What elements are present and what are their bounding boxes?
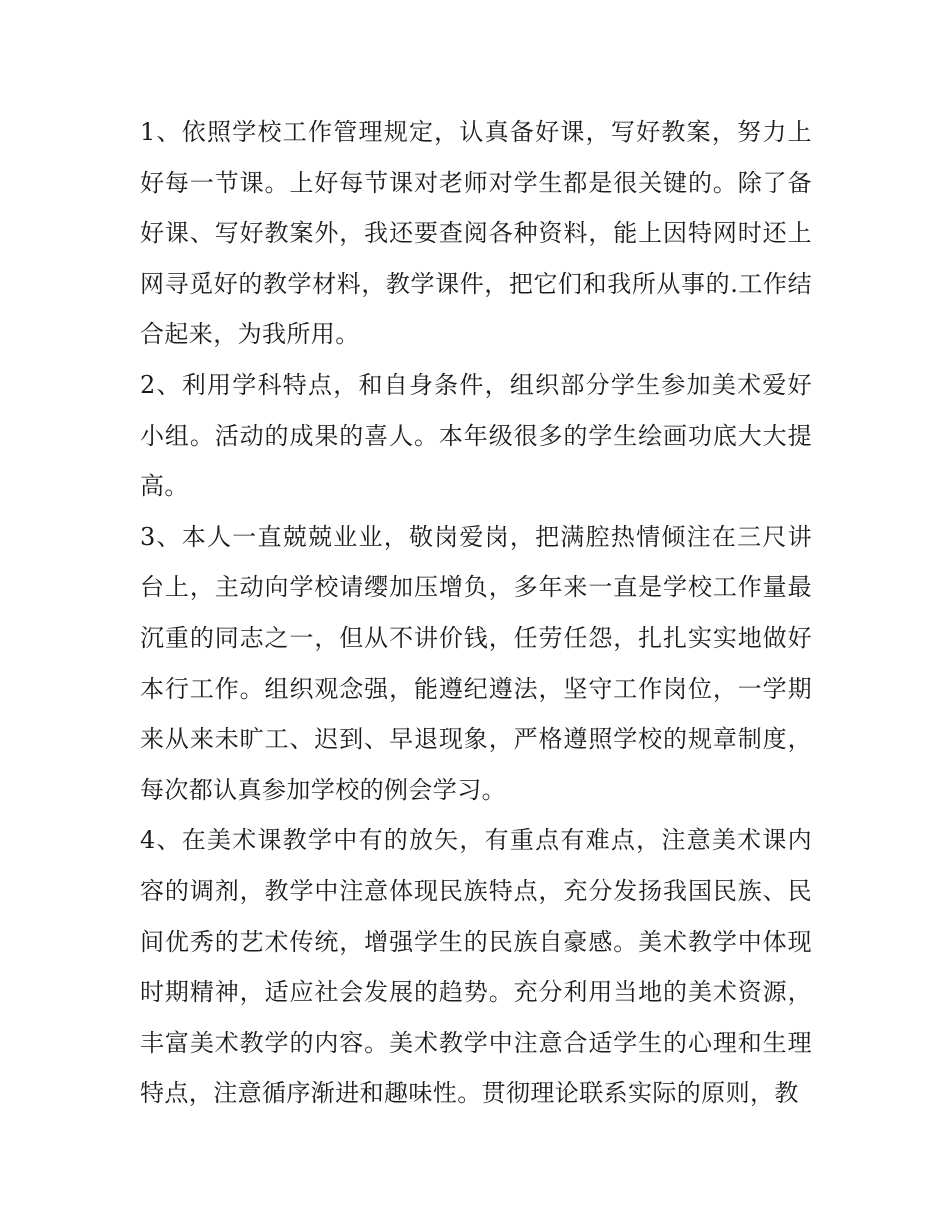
paragraph-1: 1、依照学校工作管理规定，认真备好课，写好教案，努力上好每一节课。上好每节课对老师对学生都是很关键的。除了备好课、写好教案外，我还要查阅各种资料，能上因特网时还上网寻觅好的教学材料，教学课件，把它们和我所从事的.工作结合起来，为我所用。: [140, 118, 812, 349]
document-body: [140, 107, 812, 1119]
paragraph-2: 2、利用学科特点，和自身条件，组织部分学生参加美术爱好小组。活动的成果的喜人。本年级很多的学生绘画功底大大提高。: [140, 370, 812, 501]
paragraph-3: 3、本人一直兢兢业业，敬岗爱岗，把满腔热情倾注在三尺讲台上，主动向学校请缨加压增负，多年来一直是学校工作量最沉重的同志之一，但从不讲价钱，任劳任怨，扎扎实实地做好本行工作。组织观念强，能遵纪遵法，坚守工作岗位，一学期来从来未旷工、迟到、早退现象，严格遵照学校的规章制度，每次都认真参加学校的例会学习。: [140, 522, 812, 804]
paragraph-4: 4、在美术课教学中有的放矢，有重点有难点，注意美术课内容的调剂，教学中注意体现民族特点，充分发扬我国民族、民间优秀的艺术传统，增强学生的民族自豪感。美术教学中体现时期精神，适应社会发展的趋势。充分利用当地的美术资源，丰富美术教学的内容。美术教学中注意合适学生的心理和生理特点，注意循序渐进和趣味性。贯彻理论联系实际的原则，教: [140, 826, 812, 1108]
